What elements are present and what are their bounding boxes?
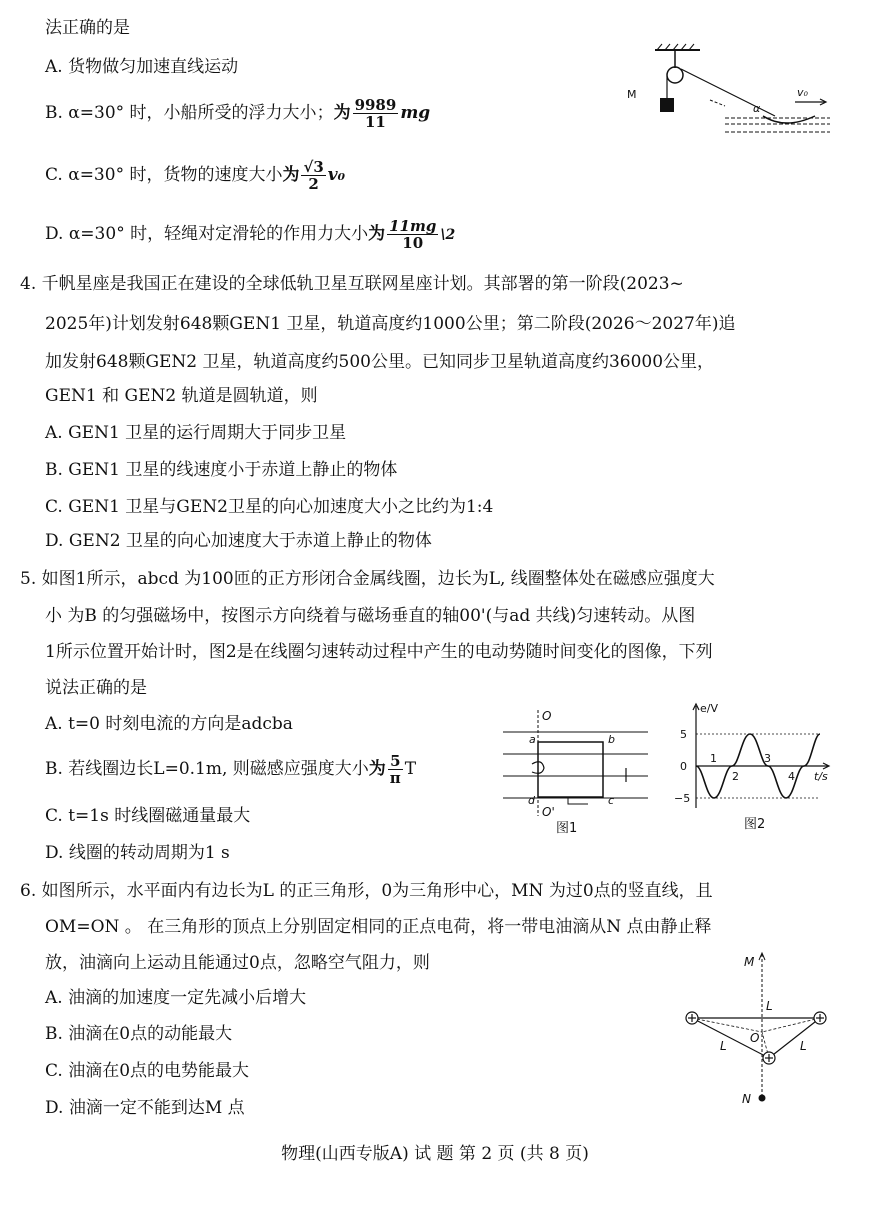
- q3-option-d-text: D. α=30° 时，轻绳对定滑轮的作用力大小: [45, 224, 369, 244]
- charge-bottom: [763, 1052, 775, 1064]
- q5-option-b-denominator: π: [389, 769, 401, 787]
- q4-stem-line-3: 加发射648颗GEN2 卫星，轨道高度约500公里。已知同步卫星轨道高度约36000公里，: [45, 352, 715, 372]
- q3-option-d: [45, 216, 455, 252]
- label-N: N: [742, 1092, 751, 1106]
- x-axis-label: t/s: [814, 770, 828, 783]
- q5-stem-line-3: 1所示位置开始计时，图2是在线圈匀速转动过程中产生的电动势随时间变化的图像，下列: [45, 642, 713, 662]
- ceiling-hatch: [655, 44, 700, 50]
- label-v0: v₀: [797, 86, 808, 99]
- q4-stem-line-2: 2025年)计划发射648颗GEN1 卫星，轨道高度约1000公里；第二阶段(2026～2027年)追: [45, 314, 736, 334]
- q3-option-b-wei: 为: [333, 103, 351, 123]
- label-L-left: L: [720, 1039, 727, 1053]
- label-O-prime: O': [542, 805, 555, 819]
- y-tick-5: 5: [680, 728, 687, 741]
- q5-stem-line-1: 5. 如图1所示，abcd 为100匝的正方形闭合金属线圈，边长为L, 线圈整体处在磁感应强度大: [20, 569, 715, 589]
- q5-option-b-text: B. 若线圈边长L=0.1m, 则磁感应强度大小: [45, 759, 369, 779]
- figure-2-caption: 图2: [744, 817, 766, 832]
- q3-option-b-numerator: 9989: [354, 96, 397, 114]
- q3-option-b-denominator: 11: [365, 113, 386, 131]
- q4-stem-line-1: 4. 千帆星座是我国正在建设的全球低轨卫星互联网星座计划。其部署的第一阶段(2023~: [20, 274, 684, 294]
- charge-right: [814, 1012, 826, 1024]
- q6-stem-line-1: 6. 如图所示，水平面内有边长为L 的正三角形，0为三角形中心，MN 为过0点的竖直线，且: [20, 881, 713, 901]
- charge-left: [686, 1012, 698, 1024]
- q6-triangle-figure: [680, 948, 830, 1114]
- q3-option-c-fraction: [301, 159, 325, 192]
- label-O: O: [750, 1031, 760, 1045]
- q5-option-a: A. t=0 时刻电流的方向是adcba: [45, 714, 293, 734]
- q3-option-d-fraction: [387, 218, 438, 251]
- dashed-guide: [710, 100, 725, 106]
- q3-option-b-unit: mg: [400, 103, 431, 123]
- x-tick-3: 3: [764, 752, 771, 765]
- q6-option-a: A. 油滴的加速度一定先减小后增大: [45, 988, 307, 1008]
- q3-option-d-numerator: 11mg: [389, 217, 437, 235]
- label-a: a: [529, 733, 536, 746]
- coil-square: [538, 742, 603, 797]
- q3-option-b-fraction: [353, 97, 399, 130]
- q3-option-c-text: C. α=30° 时，货物的速度大小: [45, 165, 283, 185]
- label-O: O: [542, 709, 552, 723]
- q3-option-c-unit: v₀: [327, 165, 346, 185]
- center-line-left: [692, 1018, 762, 1032]
- q5-stem-line-2: 小 为B 的匀强磁场中，按图示方向绕着与磁场垂直的轴00'(与ad 共线)匀速转动。从图: [45, 606, 696, 626]
- q6-option-b: B. 油滴在0点的动能最大: [45, 1024, 233, 1044]
- q3-stem-tail: 法正确的是: [45, 18, 130, 38]
- q3-option-c: [45, 157, 345, 193]
- label-c: c: [608, 794, 615, 807]
- pulley-wheel: [667, 67, 683, 83]
- q5-option-b-unit: T: [404, 759, 417, 779]
- q3-option-d-denominator: 10: [402, 234, 424, 252]
- x-tick-1: 1: [710, 752, 717, 765]
- label-L-top: L: [766, 999, 773, 1013]
- q5-option-b: [45, 750, 416, 788]
- q5-figure-1-coil: [498, 706, 658, 836]
- label-d: d: [528, 794, 535, 807]
- q6-option-d: D. 油滴一定不能到达M 点: [45, 1098, 245, 1118]
- q3-pulley-boat-figure: [615, 40, 835, 150]
- q3-option-b-text: B. α=30° 时，小船所受的浮力大小: [45, 103, 317, 123]
- q5-option-b-wei: 为: [368, 759, 386, 779]
- q3-option-a: A. 货物做匀加速直线运动: [45, 57, 239, 77]
- label-b: b: [608, 733, 615, 746]
- q3-option-d-mark: \2: [440, 227, 456, 243]
- page-footer: 物理(山西专版A) 试 题 第 2 页 (共 8 页): [281, 1144, 589, 1164]
- label-alpha: α: [753, 102, 761, 115]
- y-tick-0: 0: [680, 760, 687, 773]
- label-M: M: [744, 955, 755, 969]
- q5-option-c: C. t=1s 时线圈磁通量最大: [45, 806, 251, 826]
- q5-stem-line-4: 说法正确的是: [45, 678, 147, 698]
- q5-option-b-numerator: 5: [390, 752, 401, 770]
- q3-option-c-wei: 为: [282, 165, 300, 185]
- q6-stem-line-3: 放，油滴向上运动且能通过0点，忽略空气阻力，则: [45, 953, 430, 973]
- cargo-block: [660, 98, 674, 112]
- label-L-right: L: [800, 1039, 807, 1053]
- q6-stem-line-2: OM=ON 。 在三角形的顶点上分别固定相同的正点电荷，将一带电油滴从N 点由静止释: [45, 917, 712, 937]
- rope-slanted: [681, 69, 775, 116]
- q3-option-d-wei: 为: [368, 224, 386, 244]
- boat-hull: [763, 116, 815, 123]
- q4-option-c: C. GEN1 卫星与GEN2卫星的向心加速度大小之比约为1:4: [45, 497, 494, 517]
- x-tick-2: 2: [732, 770, 739, 783]
- figure-1-caption: 图1: [556, 821, 578, 836]
- q5-option-b-fraction: [388, 753, 403, 786]
- q4-stem-line-4: GEN1 和 GEN2 轨道是圆轨道，则: [45, 386, 318, 406]
- x-tick-4: 4: [788, 770, 795, 783]
- label-M: M: [627, 88, 637, 101]
- point-N: [759, 1095, 766, 1102]
- y-tick-minus-5: −5: [674, 792, 691, 805]
- q3-option-b: [45, 96, 430, 130]
- q3-option-c-denominator: 2: [308, 175, 319, 193]
- q4-option-a: A. GEN1 卫星的运行周期大于同步卫星: [45, 423, 347, 443]
- y-axis-label: e/V: [700, 702, 718, 715]
- q4-option-b: B. GEN1 卫星的线速度小于赤道上静止的物体: [45, 460, 398, 480]
- q3-option-b-semicolon: ；: [316, 103, 334, 123]
- q5-option-d: D. 线圈的转动周期为1 s: [45, 843, 230, 863]
- q6-option-c: C. 油滴在0点的电势能最大: [45, 1061, 250, 1081]
- q5-figure-2-graph: [670, 700, 840, 836]
- q3-option-c-numerator: √3: [303, 158, 324, 176]
- q4-option-d: D. GEN2 卫星的向心加速度大于赤道上静止的物体: [45, 531, 432, 551]
